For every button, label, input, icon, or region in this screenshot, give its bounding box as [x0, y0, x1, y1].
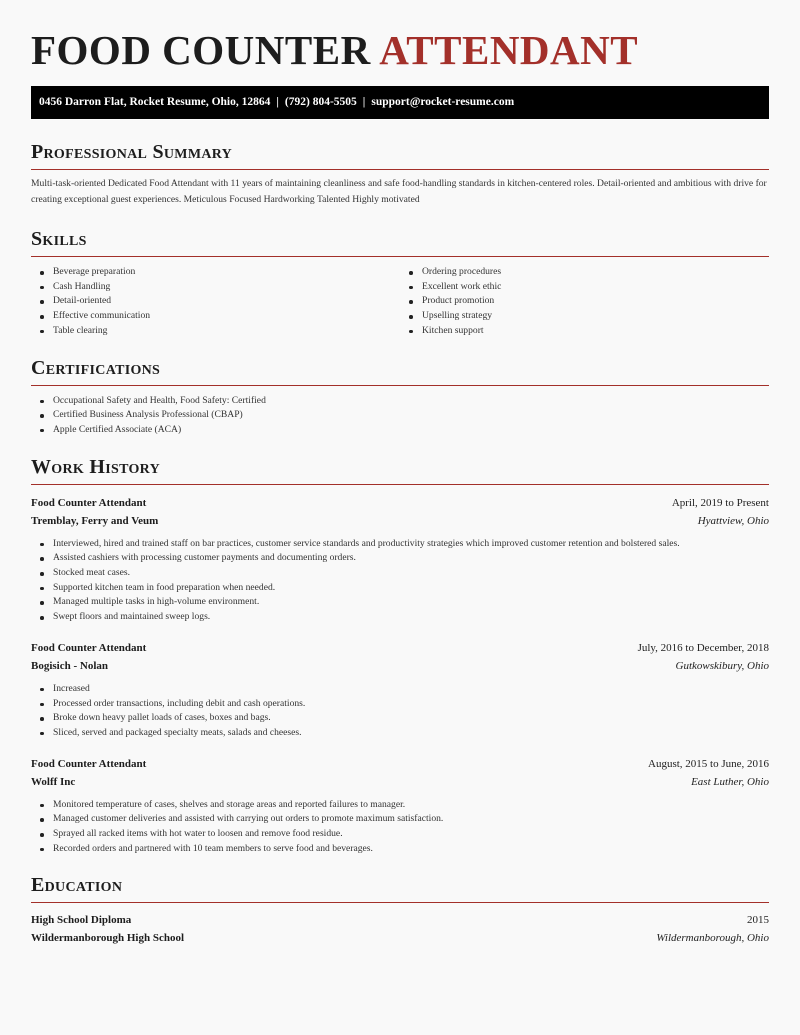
work-history-section	[31, 456, 769, 857]
job-entry	[31, 755, 769, 857]
job-header-row	[31, 755, 769, 773]
job-dates: August, 2015 to June, 2016	[648, 757, 769, 770]
job-location: East Luther, Ohio	[691, 775, 769, 788]
skill-item: Ordering procedures	[400, 265, 769, 280]
education-entry	[31, 911, 769, 947]
skill-item: Kitchen support	[400, 324, 769, 339]
job-bullet: Sprayed all racked items with hot water to loosen and remove food residue.	[31, 827, 769, 842]
job-bullet: Recorded orders and partnered with 10 team members to serve food and beverages.	[31, 842, 769, 857]
education-location: Wildermanborough, Ohio	[656, 932, 769, 945]
contact-separator: |	[276, 96, 279, 108]
contact-email: support@rocket-resume.com	[371, 96, 515, 108]
job-company: Bogisich - Nolan	[31, 659, 109, 672]
job-bullet: Increased	[31, 682, 769, 697]
skill-item: Effective communication	[31, 309, 400, 324]
job-title: Food Counter Attendant	[31, 757, 147, 770]
job-bullet: Broke down heavy pallet loads of cases, boxes and bags.	[31, 711, 769, 726]
job-entry	[31, 494, 769, 625]
job-location: Hyattview, Ohio	[697, 514, 769, 527]
job-bullet: Processed order transactions, including debit and cash operations.	[31, 697, 769, 712]
skills-list-right	[400, 265, 769, 339]
certifications-list	[31, 394, 769, 438]
skills-section	[31, 228, 769, 339]
skill-item: Cash Handling	[31, 280, 400, 295]
job-company-row	[31, 512, 769, 530]
job-company: Wolff Inc	[31, 775, 76, 788]
job-header-row	[31, 494, 769, 512]
job-company-row	[31, 773, 769, 791]
contact-address: 0456 Darron Flat, Rocket Resume, Ohio, 12864	[39, 96, 271, 108]
job-title: Food Counter Attendant	[31, 641, 147, 654]
section-title-education: Education	[31, 874, 769, 903]
skills-list-left	[31, 265, 400, 339]
job-dates: July, 2016 to December, 2018	[637, 641, 769, 654]
job-company-row	[31, 657, 769, 675]
candidate-name	[31, 28, 769, 72]
name-last-part: ATTENDANT	[379, 27, 639, 73]
skills-grid	[31, 265, 769, 339]
job-bullet: Swept floors and maintained sweep logs.	[31, 610, 769, 625]
education-year: 2015	[747, 914, 769, 927]
education-school-row	[31, 929, 769, 947]
job-bullet: Managed multiple tasks in high-volume environment.	[31, 595, 769, 610]
contact-separator: |	[362, 96, 366, 108]
job-bullets	[31, 537, 769, 625]
job-bullet: Sliced, served and packaged specialty meats, salads and cheeses.	[31, 726, 769, 741]
education-school: Wildermanborough High School	[31, 932, 185, 945]
job-bullet: Assisted cashiers with processing customer payments and documenting orders.	[31, 551, 769, 566]
job-bullet: Managed customer deliveries and assisted with carrying out orders to promote maximum satisfaction.	[31, 812, 769, 827]
certification-item: Certified Business Analysis Professional (CBAP)	[31, 408, 769, 423]
summary-section	[31, 141, 769, 208]
name-first-part: FOOD COUNTER	[31, 27, 371, 73]
education-degree: High School Diploma	[31, 914, 132, 927]
job-dates: April, 2019 to Present	[671, 496, 769, 509]
job-bullet: Supported kitchen team in food preparation when needed.	[31, 581, 769, 596]
job-bullet: Stocked meat cases.	[31, 566, 769, 581]
job-header-row	[31, 639, 769, 657]
skill-item: Detail-oriented	[31, 294, 400, 309]
section-title-work-history: Work History	[31, 456, 769, 485]
job-bullets	[31, 798, 769, 857]
skill-item: Excellent work ethic	[400, 280, 769, 295]
skill-item: Table clearing	[31, 324, 400, 339]
section-title-certifications: Certifications	[31, 357, 769, 386]
contact-phone: (792) 804-5505	[284, 96, 357, 108]
job-entry	[31, 639, 769, 741]
section-title-summary: Professional Summary	[31, 141, 769, 170]
job-bullets	[31, 682, 769, 741]
skill-item: Product promotion	[400, 294, 769, 309]
job-bullet: Monitored temperature of cases, shelves and storage areas and reported failures to manager.	[31, 798, 769, 813]
job-bullet: Interviewed, hired and trained staff on bar practices, customer service standards and productivity strategies which improved customer retention and bolstered sales.	[31, 537, 769, 552]
contact-bar	[31, 86, 769, 119]
skill-item: Beverage preparation	[31, 265, 400, 280]
certifications-section	[31, 357, 769, 438]
education-section	[31, 874, 769, 947]
job-location: Gutkowskibury, Ohio	[675, 659, 769, 672]
job-company: Tremblay, Ferry and Veum	[31, 514, 159, 527]
certification-item: Occupational Safety and Health, Food Safety: Certified	[31, 394, 769, 409]
resume-page	[31, 0, 769, 947]
education-header-row	[31, 911, 769, 929]
job-title: Food Counter Attendant	[31, 496, 147, 509]
summary-text: Multi-task-oriented Dedicated Food Attendant with 11 years of maintaining cleanliness and safe food-handling standards in kitchen-centered roles. Detail-oriented and ambitious with drive for creating exceptional guest experiences. Meticulous Focused Hardworking Talented Highly motivated	[31, 178, 767, 205]
certification-item: Apple Certified Associate (ACA)	[31, 423, 769, 438]
section-title-skills: Skills	[31, 228, 769, 257]
skill-item: Upselling strategy	[400, 309, 769, 324]
